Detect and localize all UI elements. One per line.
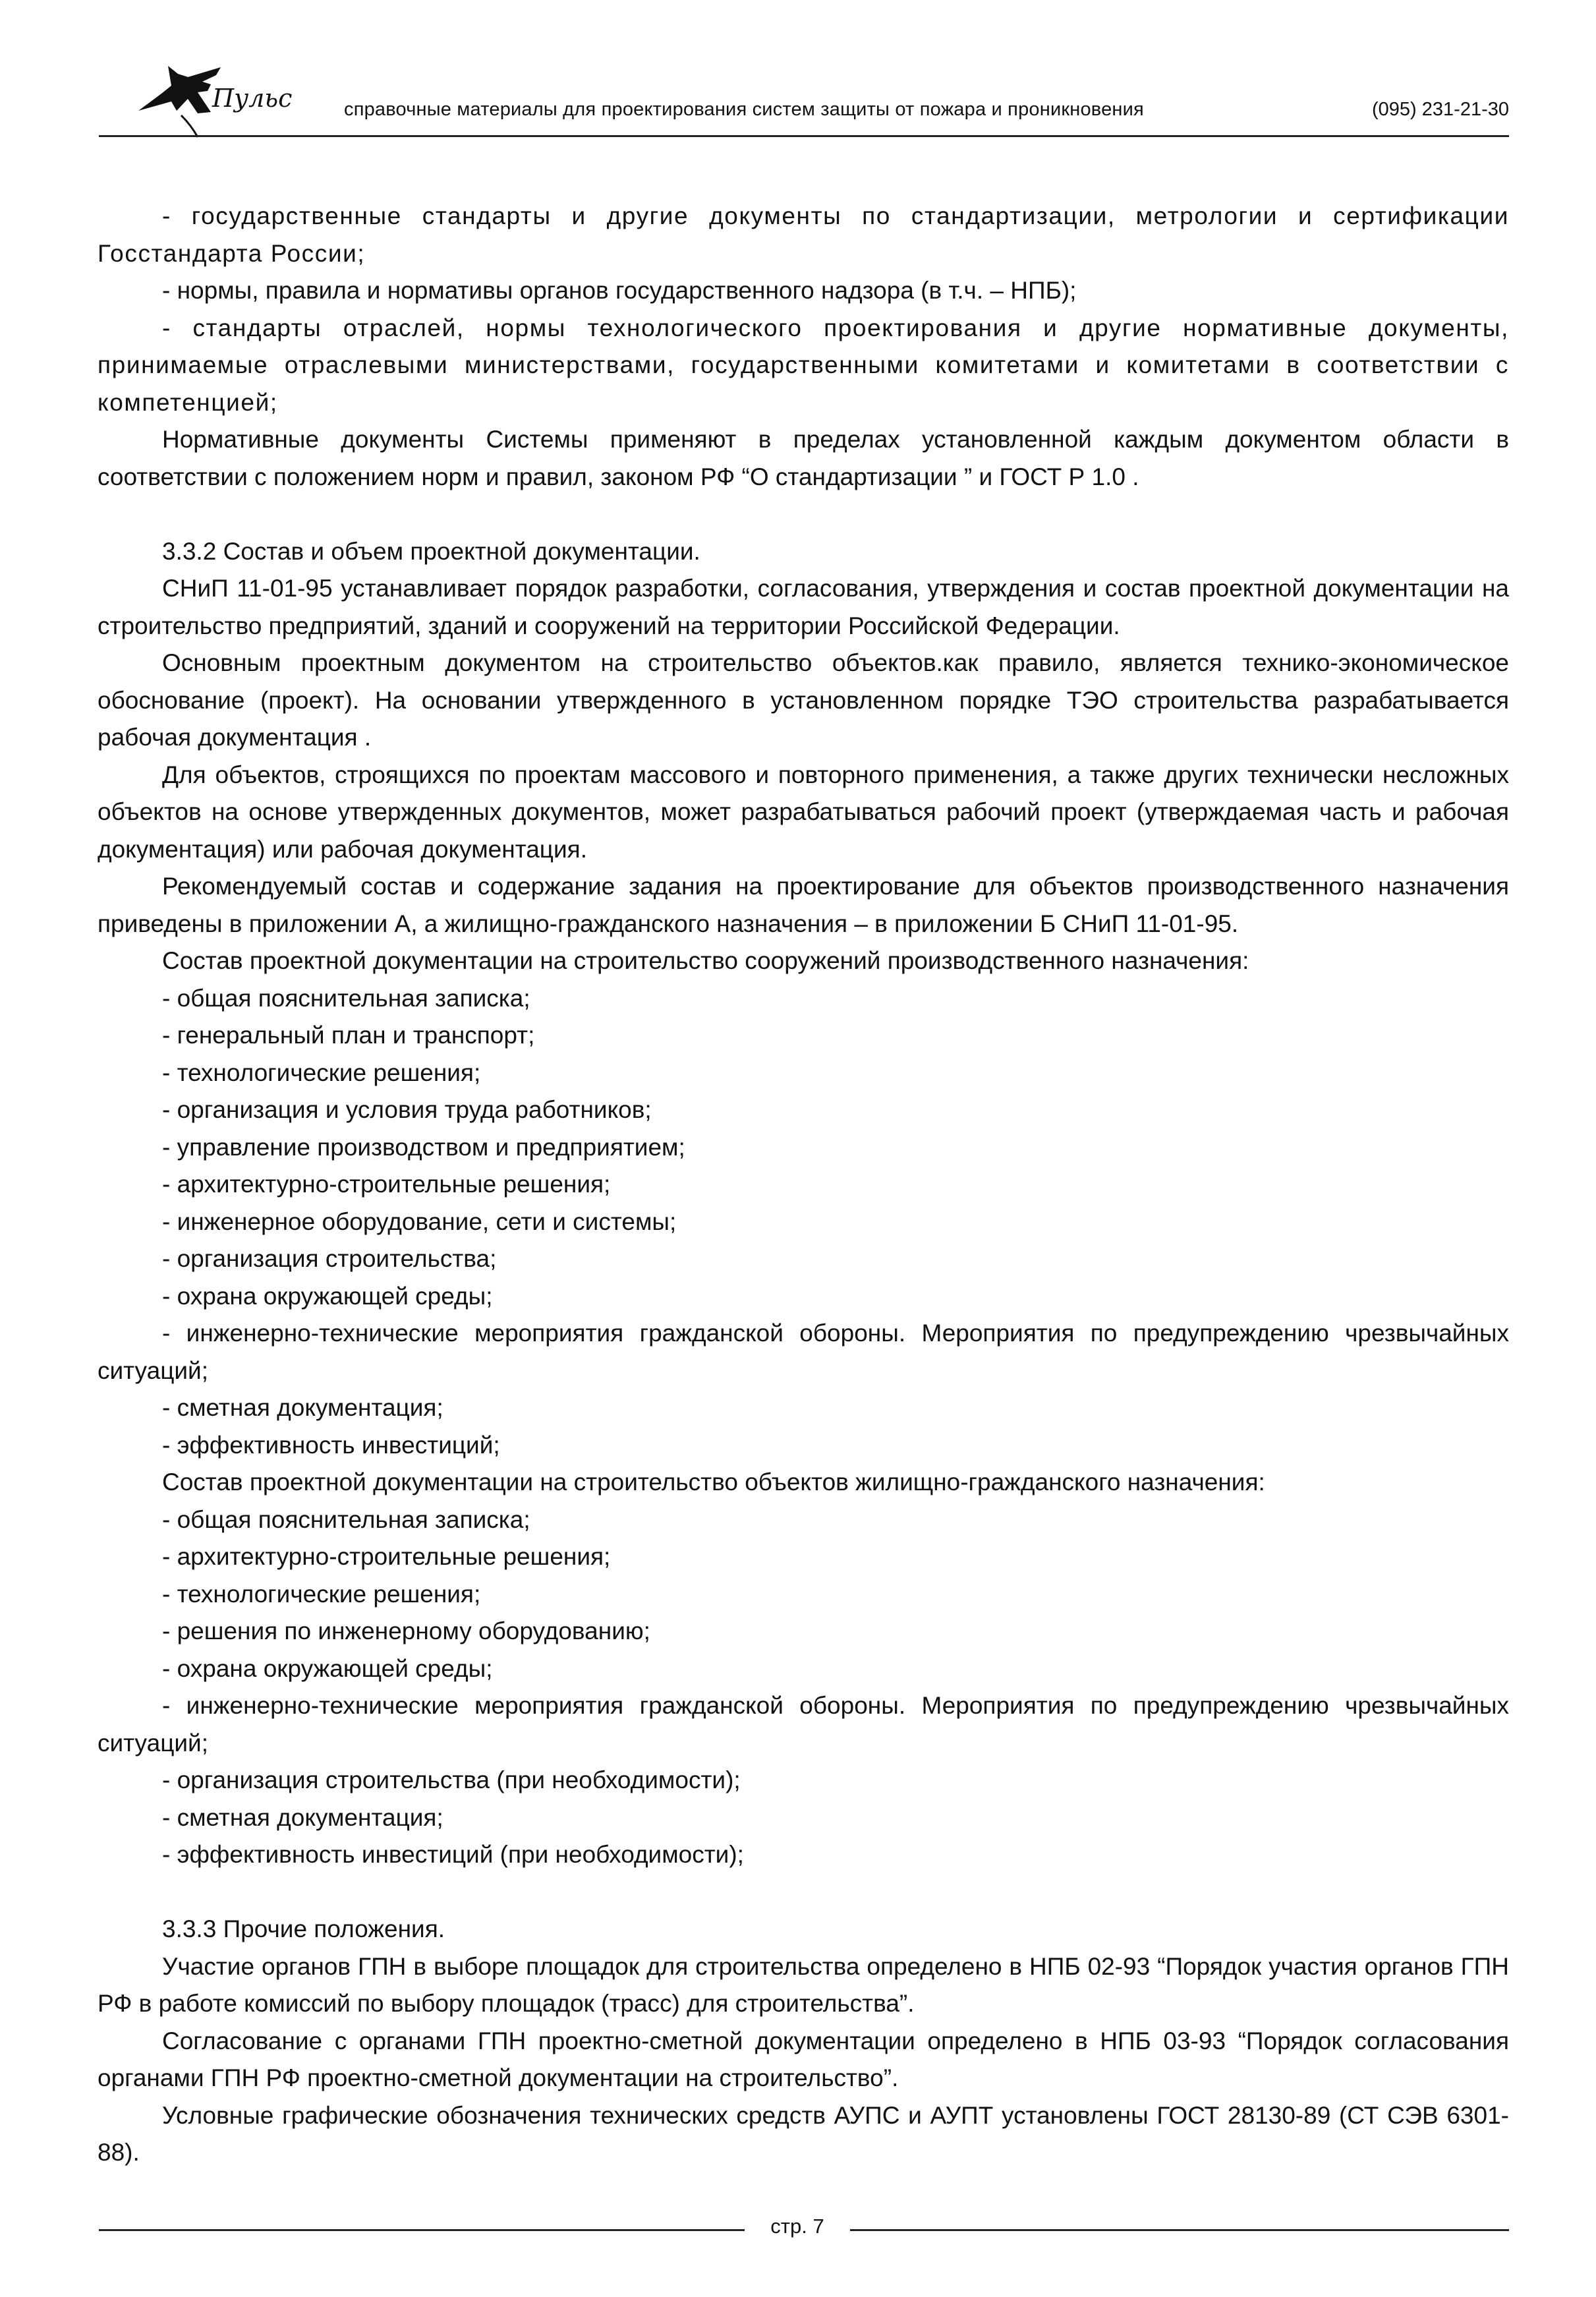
list-item: - сметная документация;	[162, 1394, 443, 1421]
list-item: - сметная документация;	[162, 1803, 443, 1831]
section-heading-3-3-2: 3.3.2 Состав и объем проектной документации.	[162, 537, 700, 565]
list-item: - инженерно-технические мероприятия гражданской обороны. Мероприятия по предупреждению чрезвычайных ситуаций;	[98, 1692, 1509, 1757]
list-item: - инженерно-технические мероприятия гражданской обороны. Мероприятия по предупреждению чрезвычайных ситуаций;	[98, 1320, 1509, 1384]
logo-script-text: Пульс	[212, 84, 293, 113]
footer-rule-left	[99, 2229, 745, 2231]
header-phone: (095) 231-21-30	[1372, 99, 1509, 120]
list-item: - эффективность инвестиций (при необходимости);	[162, 1841, 744, 1868]
list-item: - инженерное оборудование, сети и системы;	[162, 1207, 677, 1235]
list-item: - организация строительства;	[162, 1245, 497, 1272]
paragraph-snip: СНиП 11-01-95 устанавливает порядок разработки, согласования, утверждения и состав проектной документации на строительство предприятий, зданий и сооружений на территории Российской Федерации.	[98, 575, 1509, 639]
list1-intro: Состав проектной документации на строительство сооружений производственного назначения:	[162, 947, 1249, 974]
header-title: справочные материалы для проектирования систем защиты от пожара и проникновения	[344, 99, 1144, 120]
paragraph-norms: - нормы, правила и нормативы органов государственного надзора (в т.ч. – НПБ);	[162, 277, 1077, 304]
list-item: - технологические решения;	[162, 1059, 481, 1086]
pulse-logo-icon	[99, 53, 303, 138]
list-item: - охрана окружающей среды;	[162, 1282, 493, 1310]
paragraph-mass-objects: Для объектов, строящихся по проектам массового и повторного применения, а также других технически несложных объектов на основе утвержденных документов, может разрабатываться рабочий проект (утверждаемая часть и рабочая документация) или рабочая документация.	[98, 761, 1509, 863]
paragraph-industry-standards: - стандарты отраслей, нормы технологического проектирования и другие нормативные документы, принимаемые отраслевыми министерствами, государственными комитетами и комитетами в соответствии с компетенцией;	[98, 314, 1509, 416]
list-item: - организация строительства (при необходимости);	[162, 1766, 741, 1793]
list-item: - охрана окружающей среды;	[162, 1654, 493, 1682]
paragraph-gost-28130: Условные графические обозначения технических средств АУПС и АУПТ установлены ГОСТ 28130-89 (СТ СЭВ 6301-88).	[98, 2101, 1509, 2166]
list2-intro: Состав проектной документации на строительство объектов жилищно-гражданского назначения:	[162, 1468, 1265, 1496]
paragraph-recommended: Рекомендуемый состав и содержание задания на проектирование для объектов производственного назначения приведены в приложении А, а жилищно-гражданского назначения – в приложении Б СНиП 11-01-95.	[98, 873, 1509, 937]
list-item: - общая пояснительная записка;	[162, 1505, 530, 1533]
document-body	[98, 198, 1509, 2172]
header-rule	[99, 135, 1509, 137]
footer-rule-right	[850, 2229, 1509, 2231]
paragraph-main-document: Основным проектным документом на строительство объектов.как правило, является технико-экономическое обоснование (проект). На основании утвержденного в установленном порядке ТЭО строительства разрабатывается рабочая документация .	[98, 649, 1509, 751]
page-header	[99, 53, 1509, 138]
list-item: - управление производством и предприятием;	[162, 1133, 685, 1161]
list-item: - архитектурно-строительные решения;	[162, 1543, 611, 1570]
list-item: - эффективность инвестиций;	[162, 1431, 500, 1459]
page-number: стр. 7	[770, 2215, 824, 2238]
list-item: - организация и условия труда работников;	[162, 1096, 652, 1123]
paragraph-npb-02-93: Участие органов ГПН в выборе площадок для строительства определено в НПБ 02-93 “Порядок участия органов ГПН РФ в работе комиссий по выбору площадок (трасс) для строительства”.	[98, 1952, 1509, 2017]
list-item: - решения по инженерному оборудованию;	[162, 1617, 650, 1644]
section-heading-3-3-3: 3.3.3 Прочие положения.	[162, 1915, 445, 1942]
paragraph-system-documents: Нормативные документы Системы применяют в пределах установленной каждым документом области в соответствии с положением норм и правил, законом РФ “О стандартизации ” и ГОСТ Р 1.0 .	[98, 426, 1509, 490]
paragraph-npb-03-93: Согласование с органами ГПН проектно-сметной документации определено в НПБ 03-93 “Порядок согласования органами ГПН РФ проектно-сметной документации на строительство”.	[98, 2027, 1509, 2091]
paragraph-gosstandart: - государственные стандарты и другие документы по стандартизации, метрологии и сертификации Госстандарта России;	[98, 202, 1509, 267]
list-item: - архитектурно-строительные решения;	[162, 1171, 611, 1198]
list-item: - общая пояснительная записка;	[162, 984, 530, 1012]
page-footer	[99, 2211, 1509, 2251]
list-item: - технологические решения;	[162, 1580, 481, 1608]
list-item: - генеральный план и транспорт;	[162, 1022, 535, 1049]
